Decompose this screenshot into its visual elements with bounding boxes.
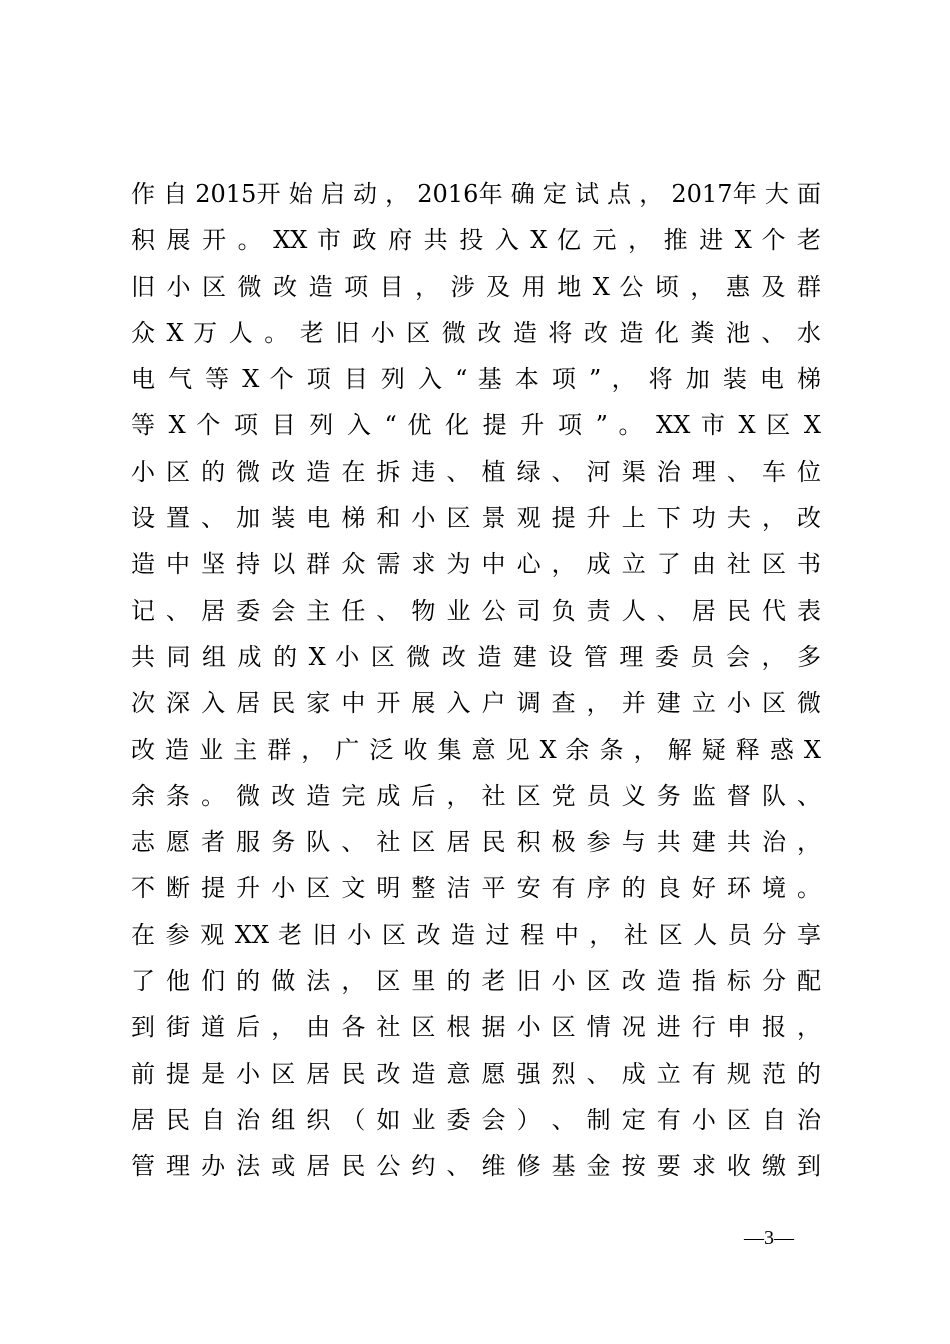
text-line: 了 他 们 的 做 法 ， 区 里 的 老 旧 小 区 改 造 指 标 分 配 <box>131 967 821 996</box>
body-paragraph <box>131 171 821 1190</box>
text-line: 众 X 万 人 。 老 旧 小 区 微 改 造 将 改 造 化 粪 池 、 水 <box>131 318 821 347</box>
text-line: 共 同 组 成 的 X 小 区 微 改 造 建 设 管 理 委 员 会 ， 多 <box>131 642 821 671</box>
text-line: 改 造 业 主 群 ， 广 泛 收 集 意 见 X 余 条 ， 解 疑 释 惑 X <box>131 735 821 764</box>
text-line: 旧 小 区 微 改 造 项 目 ， 涉 及 用 地 X 公 顷 ， 惠 及 群 <box>131 272 821 301</box>
text-line: 小 区 的 微 改 造 在 拆 违 、 植 绿 、 河 渠 治 理 、 车 位 <box>131 457 821 486</box>
text-line: 在 参 观 XX 老 旧 小 区 改 造 过 程 中 ， 社 区 人 员 分 享 <box>131 920 821 949</box>
text-line: 电 气 等 X 个 项 目 列 入 “ 基 本 项 ” ， 将 加 装 电 梯 <box>131 365 821 394</box>
text-line: 积 展 开 。 XX 市 政 府 共 投 入 X 亿 元 ， 推 进 X 个 老 <box>131 226 821 255</box>
text-line: 记 、 居 委 会 主 任 、 物 业 公 司 负 责 人 、 居 民 代 表 <box>131 596 821 625</box>
text-line: 次 深 入 居 民 家 中 开 展 入 户 调 查 ， 并 建 立 小 区 微 <box>131 689 821 718</box>
text-line: 余 条 。 微 改 造 完 成 后 ， 社 区 党 员 义 务 监 督 队 、 <box>131 781 821 810</box>
text-line: 造 中 坚 持 以 群 众 需 求 为 中 心 ， 成 立 了 由 社 区 书 <box>131 550 821 579</box>
text-line: 作 自 2015开 始 启 动 ， 2016年 确 定 试 点 ， 2017年 大 面 <box>131 180 821 208</box>
text-line: 管 理 办 法 或 居 民 公 约 、 维 修 基 金 按 要 求 收 缴 到 <box>131 1152 821 1181</box>
text-line: 前 提 是 小 区 居 民 改 造 意 愿 强 烈 、 成 立 有 规 范 的 <box>131 1059 821 1088</box>
page-number: —3— <box>744 1227 794 1249</box>
text-line: 设 置 、 加 装 电 梯 和 小 区 景 观 提 升 上 下 功 夫 ， 改 <box>131 504 821 533</box>
text-line: 到 街 道 后 ， 由 各 社 区 根 据 小 区 情 况 进 行 申 报 ， <box>131 1013 821 1042</box>
text-line: 志 愿 者 服 务 队 、 社 区 居 民 积 极 参 与 共 建 共 治 ， <box>131 828 821 857</box>
text-line: 不 断 提 升 小 区 文 明 整 洁 平 安 有 序 的 良 好 环 境 。 <box>131 874 821 903</box>
text-line: 等 X 个 项 目 列 入 “ 优 化 提 升 项 ” 。 XX 市 X 区 X <box>131 411 821 440</box>
text-line: 居 民 自 治 组 织 （ 如 业 委 会 ） 、 制 定 有 小 区 自 治 <box>131 1105 821 1134</box>
